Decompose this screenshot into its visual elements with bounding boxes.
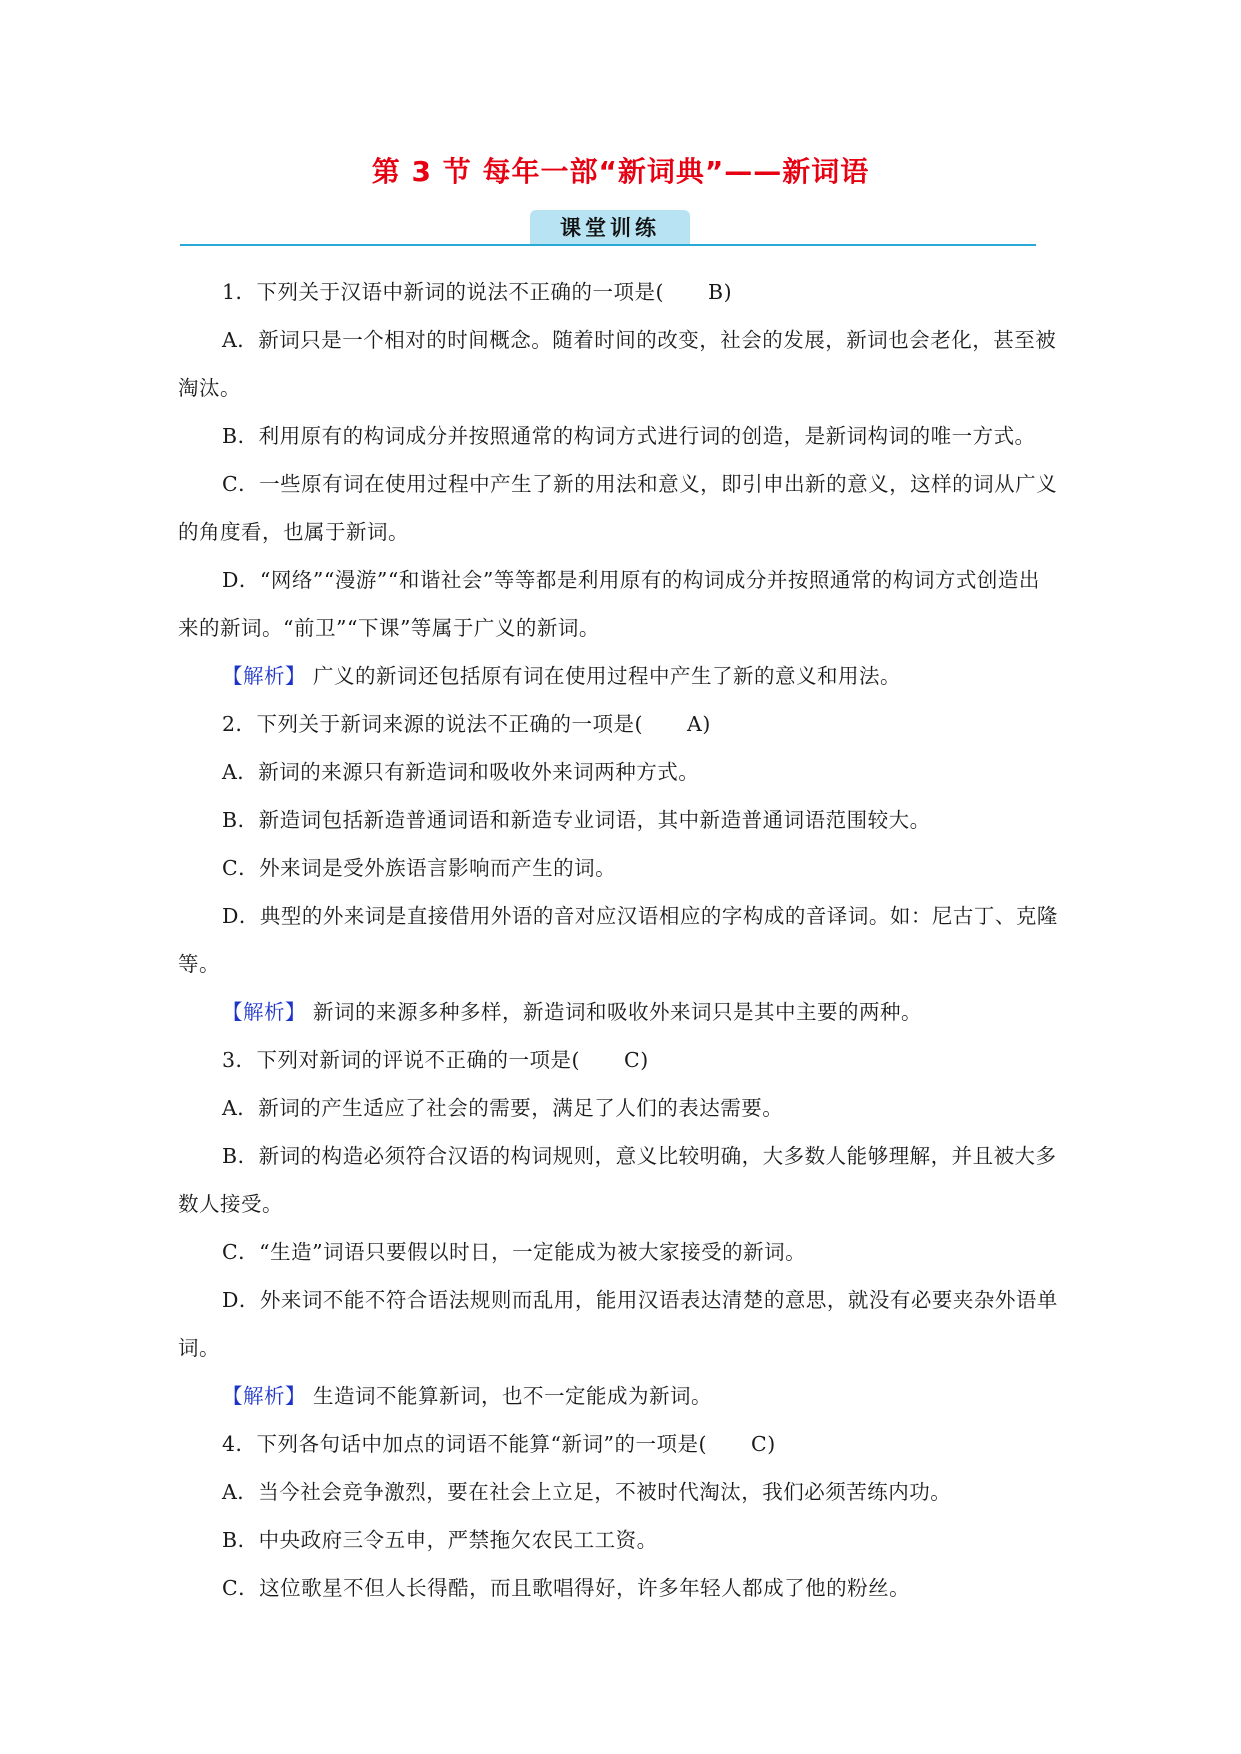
stem-text: 3．下列对新词的评说不正确的一项是( — [222, 1048, 581, 1072]
analysis-text: 生造词不能算新词，也不一定能成为新词。 — [313, 1384, 713, 1408]
answer: B — [708, 280, 724, 304]
analysis-tag: 【解析】 — [222, 1000, 306, 1024]
analysis — [178, 1372, 1060, 1420]
option: B．利用原有的构词成分并按照通常的构词方式进行词的创造，是新词构词的唯一方式。 — [222, 424, 1036, 448]
analysis-tag: 【解析】 — [222, 1384, 306, 1408]
question-stem — [178, 268, 1060, 316]
option: A．当今社会竞争激烈，要在社会上立足，不被时代淘汰，我们必须苦练内功。 — [222, 1480, 952, 1504]
option: A．新词的产生适应了社会的需要，满足了人们的表达需要。 — [222, 1096, 784, 1120]
option: C．外来词是受外族语言影响而产生的词。 — [222, 856, 617, 880]
question-stem — [178, 1420, 1060, 1468]
question-list — [178, 268, 1060, 1612]
option: B．新造词包括新造普通词语和新造专业词语，其中新造普通词语范围较大。 — [222, 808, 931, 832]
analysis — [178, 652, 1060, 700]
answer: A — [687, 712, 703, 736]
page-title: 第 3 节 每年一部“新词典”——新词语 — [371, 155, 870, 188]
analysis-tag: 【解析】 — [222, 664, 306, 688]
stem-text: 1．下列关于汉语中新词的说法不正确的一项是( — [222, 280, 665, 304]
option: B．中央政府三令五申，严禁拖欠农民工工资。 — [222, 1528, 658, 1552]
analysis-text: 广义的新词还包括原有词在使用过程中产生了新的意义和用法。 — [313, 664, 902, 688]
question-stem — [178, 700, 1060, 748]
section-tab: 课堂训练 — [530, 210, 690, 246]
option: D．“网络”“漫游”“和谐社会”等等都是利用原有的构词成分并按照通常的构词方式创造出来的新词。“前卫”“下课”等属于广义的新词。 — [178, 568, 1040, 640]
option: C．这位歌星不但人长得酷，而且歌唱得好，许多年轻人都成了他的粉丝。 — [222, 1576, 911, 1600]
option: C．“生造”词语只要假以时日，一定能成为被大家接受的新词。 — [222, 1240, 807, 1264]
option: A．新词只是一个相对的时间概念。随着时间的改变，社会的发展，新词也会老化，甚至被淘汰。 — [178, 328, 1057, 400]
question-stem — [178, 1036, 1060, 1084]
option: D．外来词不能不符合语法规则而乱用，能用汉语表达清楚的意思，就没有必要夹杂外语单词。 — [178, 1288, 1058, 1360]
option: D．典型的外来词是直接借用外语的音对应汉语相应的字构成的音译词。如：尼古丁、克隆等。 — [178, 904, 1058, 976]
option: B．新词的构造必须符合汉语的构词规则，意义比较明确，大多数人能够理解，并且被大多数人接受。 — [178, 1144, 1057, 1216]
stem-text: 4．下列各句话中加点的词语不能算“新词”的一项是( — [222, 1432, 707, 1456]
analysis-text: 新词的来源多种多样，新造词和吸收外来词只是其中主要的两种。 — [313, 1000, 923, 1024]
stem-close: ) — [723, 280, 733, 304]
section-divider — [180, 244, 1036, 246]
analysis — [178, 988, 1060, 1036]
stem-text: 2．下列关于新词来源的说法不正确的一项是( — [222, 712, 644, 736]
answer: C — [624, 1048, 641, 1072]
stem-close: ) — [767, 1432, 776, 1456]
option: C．一些原有词在使用过程中产生了新的用法和意义，即引申出新的意义，这样的词从广义的角度看，也属于新词。 — [178, 472, 1058, 544]
answer: C — [751, 1432, 768, 1456]
stem-close: ) — [702, 712, 711, 736]
stem-close: ) — [640, 1048, 649, 1072]
option: A．新词的来源只有新造词和吸收外来词两种方式。 — [222, 760, 700, 784]
